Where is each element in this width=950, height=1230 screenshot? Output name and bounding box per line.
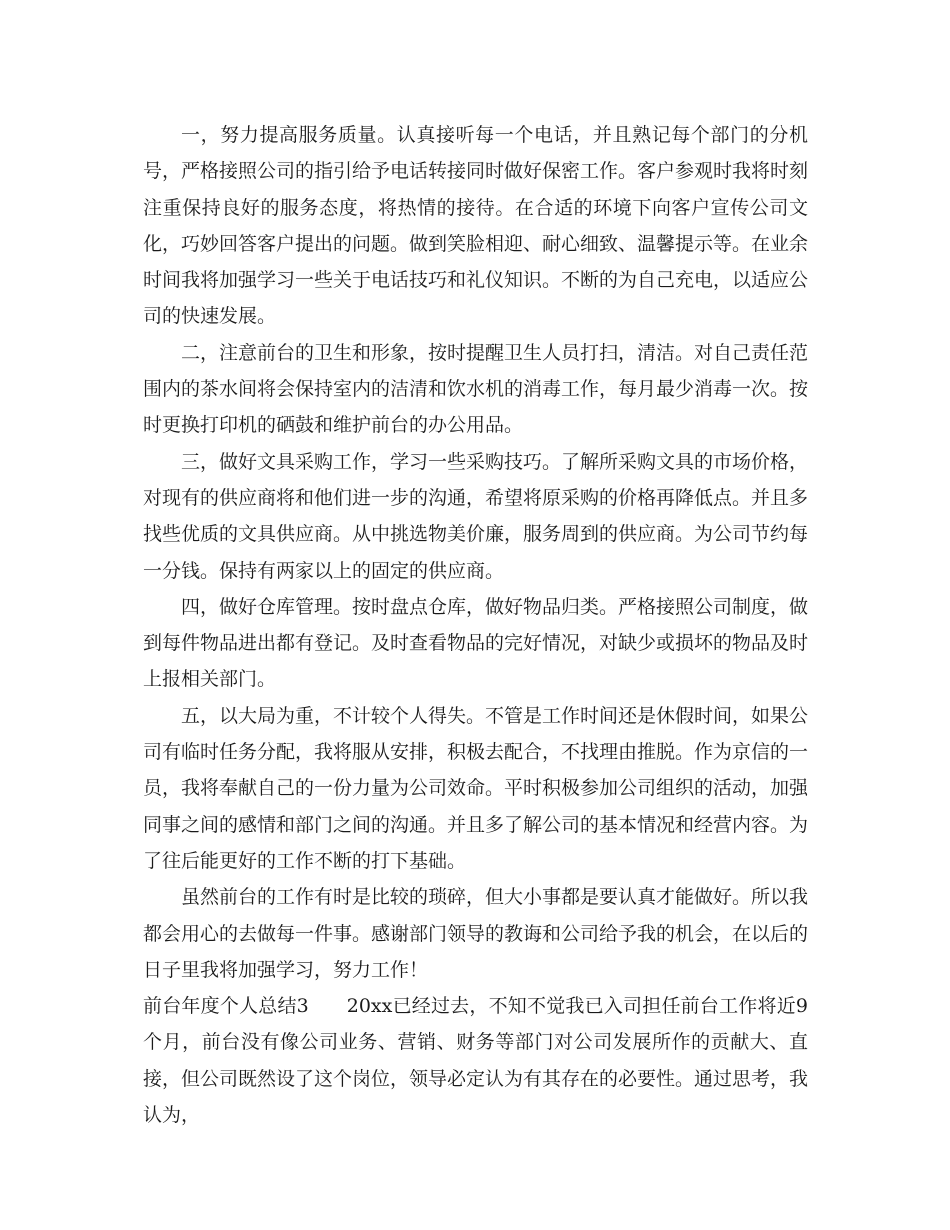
paragraph-5: 五，以大局为重，不计较个人得失。不管是工作时间还是休假时间，如果公司有临时任务分配，我将服从安排，积极去配合，不找理由推脱。作为京信的一员，我将奉献自己的一份力量为公司效命。平时积极参加公司组织的活动，加强同事之间的感情和部门之间的沟通。并且多了解公司的基本情况和经营内容。为了往后能更好的工作不断的打下基础。 — [143, 704, 809, 872]
paragraph-2: 二，注意前台的卫生和形象，按时提醒卫生人员打扫，清洁。对自己责任范围内的茶水间将会保持室内的洁清和饮水机的消毒工作，每月最少消毒一次。按时更换打印机的硒鼓和维护前台的办公用品。 — [143, 341, 809, 437]
section-3-heading: 前台年度个人总结3 — [143, 995, 309, 1018]
paragraph-1: 一，努力提高服务质量。认真接听每一个电话，并且熟记每个部门的分机号，严格接照公司的指引给予电话转接同时做好保密工作。客户参观时我将时刻注重保持良好的服务态度，将热情的接待。在合适的环境下向客户宣传公司文化，巧妙回答客户提出的问题。做到笑脸相迎、耐心细致、温馨提示等。在业余时间我将加强学习一些关于电话技巧和礼仪知识。不断的为自己充电，以适应公司的快速发展。 — [143, 124, 809, 328]
document-body — [143, 117, 808, 1133]
paragraph-6: 虽然前台的工作有时是比较的琐碎，但大小事都是要认真才能做好。所以我都会用心的去做每一件事。感谢部门领导的教诲和公司给予我的机会，在以后的日子里我将加强学习，努力工作！ — [143, 886, 809, 981]
section-3-paragraph — [143, 988, 808, 1133]
section-3-text: 20xx已经过去，不知不觉我已入司担任前台工作将近9个月，前台没有像公司业务、营销、财务等部门对公司发展所作的贡献大、直接，但公司既然设了这个岗位，领导必定认为有其存在的必要性。通过思考，我认为， — [143, 995, 809, 1127]
paragraph-3: 三，做好文具采购工作，学习一些采购技巧。了解所采购文具的市场价格，对现有的供应商将和他们进一步的沟通，希望将原采购的价格再降低点。并且多找些优质的文具供应商。从中挑选物美价廉，服务周到的供应商。为公司节约每一分钱。保持有两家以上的固定的供应商。 — [143, 450, 809, 582]
paragraph-4: 四，做好仓库管理。按时盘点仓库，做好物品归类。严格接照公司制度，做到每件物品进出都有登记。及时查看物品的完好情况，对缺少或损坏的物品及时上报相关部门。 — [143, 595, 809, 691]
